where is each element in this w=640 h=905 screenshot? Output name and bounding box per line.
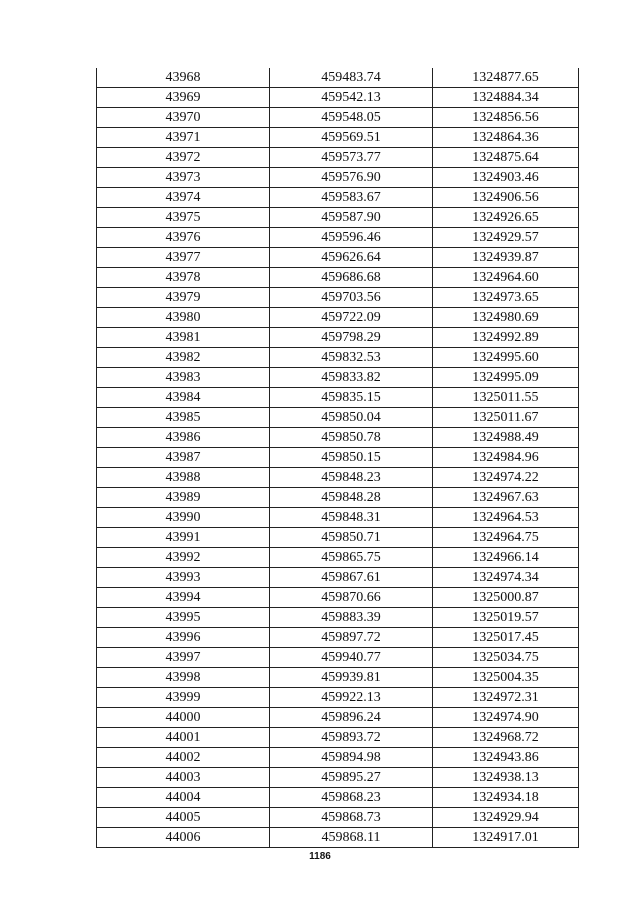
point-id-cell: 43985	[97, 408, 270, 428]
x-coordinate-cell: 459569.51	[270, 128, 433, 148]
point-id-cell: 43991	[97, 528, 270, 548]
y-coordinate-cell: 1324964.60	[433, 268, 579, 288]
point-id-cell: 44001	[97, 728, 270, 748]
point-id-cell: 43995	[97, 608, 270, 628]
y-coordinate-cell: 1324875.64	[433, 148, 579, 168]
x-coordinate-cell: 459703.56	[270, 288, 433, 308]
coordinate-table	[96, 68, 579, 848]
point-id-cell: 43993	[97, 568, 270, 588]
table-row	[97, 628, 579, 648]
point-id-cell: 43997	[97, 648, 270, 668]
page-number: 1186	[309, 851, 331, 862]
x-coordinate-cell: 459868.11	[270, 828, 433, 848]
point-id-cell: 43989	[97, 488, 270, 508]
point-id-cell: 43976	[97, 228, 270, 248]
x-coordinate-cell: 459686.68	[270, 268, 433, 288]
table-row	[97, 668, 579, 688]
point-id-cell: 43999	[97, 688, 270, 708]
table-row	[97, 68, 579, 88]
y-coordinate-cell: 1325011.55	[433, 388, 579, 408]
point-id-cell: 43978	[97, 268, 270, 288]
x-coordinate-cell: 459883.39	[270, 608, 433, 628]
table-row	[97, 608, 579, 628]
y-coordinate-cell: 1324864.36	[433, 128, 579, 148]
y-coordinate-cell: 1324973.65	[433, 288, 579, 308]
table-row	[97, 188, 579, 208]
point-id-cell: 44002	[97, 748, 270, 768]
table-row	[97, 488, 579, 508]
x-coordinate-cell: 459896.24	[270, 708, 433, 728]
y-coordinate-cell: 1324903.46	[433, 168, 579, 188]
table-row	[97, 768, 579, 788]
x-coordinate-cell: 459848.31	[270, 508, 433, 528]
y-coordinate-cell: 1324984.96	[433, 448, 579, 468]
y-coordinate-cell: 1324884.34	[433, 88, 579, 108]
point-id-cell: 43975	[97, 208, 270, 228]
point-id-cell: 43994	[97, 588, 270, 608]
x-coordinate-cell: 459922.13	[270, 688, 433, 708]
x-coordinate-cell: 459542.13	[270, 88, 433, 108]
point-id-cell: 43988	[97, 468, 270, 488]
y-coordinate-cell: 1324980.69	[433, 308, 579, 328]
table-row	[97, 548, 579, 568]
table-row	[97, 88, 579, 108]
table-row	[97, 408, 579, 428]
point-id-cell: 43971	[97, 128, 270, 148]
y-coordinate-cell: 1325000.87	[433, 588, 579, 608]
y-coordinate-cell: 1324974.34	[433, 568, 579, 588]
table-row	[97, 748, 579, 768]
y-coordinate-cell: 1325034.75	[433, 648, 579, 668]
x-coordinate-cell: 459576.90	[270, 168, 433, 188]
x-coordinate-cell: 459573.77	[270, 148, 433, 168]
point-id-cell: 43992	[97, 548, 270, 568]
x-coordinate-cell: 459626.64	[270, 248, 433, 268]
point-id-cell: 43973	[97, 168, 270, 188]
y-coordinate-cell: 1324967.63	[433, 488, 579, 508]
x-coordinate-cell: 459895.27	[270, 768, 433, 788]
point-id-cell: 43969	[97, 88, 270, 108]
x-coordinate-cell: 459868.73	[270, 808, 433, 828]
y-coordinate-cell: 1324972.31	[433, 688, 579, 708]
point-id-cell: 43986	[97, 428, 270, 448]
y-coordinate-cell: 1325017.45	[433, 628, 579, 648]
y-coordinate-cell: 1324968.72	[433, 728, 579, 748]
y-coordinate-cell: 1324934.18	[433, 788, 579, 808]
table-row	[97, 288, 579, 308]
x-coordinate-cell: 459722.09	[270, 308, 433, 328]
point-id-cell: 43984	[97, 388, 270, 408]
table-row	[97, 208, 579, 228]
y-coordinate-cell: 1324926.65	[433, 208, 579, 228]
table-row	[97, 648, 579, 668]
x-coordinate-cell: 459850.15	[270, 448, 433, 468]
x-coordinate-cell: 459848.23	[270, 468, 433, 488]
point-id-cell: 43998	[97, 668, 270, 688]
y-coordinate-cell: 1324964.53	[433, 508, 579, 528]
table-row	[97, 828, 579, 848]
table-row	[97, 588, 579, 608]
point-id-cell: 43977	[97, 248, 270, 268]
point-id-cell: 43980	[97, 308, 270, 328]
y-coordinate-cell: 1324966.14	[433, 548, 579, 568]
table-row	[97, 468, 579, 488]
x-coordinate-cell: 459833.82	[270, 368, 433, 388]
point-id-cell: 43982	[97, 348, 270, 368]
y-coordinate-cell: 1324988.49	[433, 428, 579, 448]
x-coordinate-cell: 459893.72	[270, 728, 433, 748]
table-row	[97, 348, 579, 368]
y-coordinate-cell: 1324995.09	[433, 368, 579, 388]
x-coordinate-cell: 459865.75	[270, 548, 433, 568]
table-row	[97, 788, 579, 808]
x-coordinate-cell: 459832.53	[270, 348, 433, 368]
x-coordinate-cell: 459548.05	[270, 108, 433, 128]
x-coordinate-cell: 459867.61	[270, 568, 433, 588]
table-row	[97, 248, 579, 268]
x-coordinate-cell: 459940.77	[270, 648, 433, 668]
x-coordinate-cell: 459848.28	[270, 488, 433, 508]
y-coordinate-cell: 1324938.13	[433, 768, 579, 788]
point-id-cell: 44003	[97, 768, 270, 788]
point-id-cell: 43996	[97, 628, 270, 648]
coordinate-table-body	[97, 68, 579, 848]
table-row	[97, 148, 579, 168]
point-id-cell: 43987	[97, 448, 270, 468]
point-id-cell: 43979	[97, 288, 270, 308]
y-coordinate-cell: 1324856.56	[433, 108, 579, 128]
x-coordinate-cell: 459939.81	[270, 668, 433, 688]
point-id-cell: 44005	[97, 808, 270, 828]
table-row	[97, 368, 579, 388]
y-coordinate-cell: 1324974.22	[433, 468, 579, 488]
table-row	[97, 708, 579, 728]
table-row	[97, 508, 579, 528]
y-coordinate-cell: 1324877.65	[433, 68, 579, 88]
y-coordinate-cell: 1324974.90	[433, 708, 579, 728]
y-coordinate-cell: 1324943.86	[433, 748, 579, 768]
y-coordinate-cell: 1325011.67	[433, 408, 579, 428]
table-row	[97, 168, 579, 188]
x-coordinate-cell: 459850.04	[270, 408, 433, 428]
x-coordinate-cell: 459583.67	[270, 188, 433, 208]
y-coordinate-cell: 1324939.87	[433, 248, 579, 268]
y-coordinate-cell: 1324992.89	[433, 328, 579, 348]
y-coordinate-cell: 1325004.35	[433, 668, 579, 688]
y-coordinate-cell: 1324995.60	[433, 348, 579, 368]
table-row	[97, 448, 579, 468]
y-coordinate-cell: 1324964.75	[433, 528, 579, 548]
y-coordinate-cell: 1324929.57	[433, 228, 579, 248]
x-coordinate-cell: 459850.78	[270, 428, 433, 448]
y-coordinate-cell: 1324929.94	[433, 808, 579, 828]
table-row	[97, 528, 579, 548]
table-row	[97, 728, 579, 748]
x-coordinate-cell: 459897.72	[270, 628, 433, 648]
point-id-cell: 43983	[97, 368, 270, 388]
point-id-cell: 43990	[97, 508, 270, 528]
table-row	[97, 328, 579, 348]
table-row	[97, 808, 579, 828]
x-coordinate-cell: 459894.98	[270, 748, 433, 768]
x-coordinate-cell: 459850.71	[270, 528, 433, 548]
table-row	[97, 688, 579, 708]
table-row	[97, 428, 579, 448]
point-id-cell: 43968	[97, 68, 270, 88]
table-row	[97, 388, 579, 408]
y-coordinate-cell: 1325019.57	[433, 608, 579, 628]
x-coordinate-cell: 459596.46	[270, 228, 433, 248]
point-id-cell: 44006	[97, 828, 270, 848]
table-row	[97, 228, 579, 248]
x-coordinate-cell: 459587.90	[270, 208, 433, 228]
table-row	[97, 268, 579, 288]
point-id-cell: 43970	[97, 108, 270, 128]
table-row	[97, 108, 579, 128]
table-row	[97, 308, 579, 328]
y-coordinate-cell: 1324906.56	[433, 188, 579, 208]
x-coordinate-cell: 459798.29	[270, 328, 433, 348]
y-coordinate-cell: 1324917.01	[433, 828, 579, 848]
point-id-cell: 43981	[97, 328, 270, 348]
point-id-cell: 44004	[97, 788, 270, 808]
point-id-cell: 44000	[97, 708, 270, 728]
x-coordinate-cell: 459868.23	[270, 788, 433, 808]
point-id-cell: 43972	[97, 148, 270, 168]
table-row	[97, 568, 579, 588]
point-id-cell: 43974	[97, 188, 270, 208]
x-coordinate-cell: 459483.74	[270, 68, 433, 88]
x-coordinate-cell: 459835.15	[270, 388, 433, 408]
x-coordinate-cell: 459870.66	[270, 588, 433, 608]
table-row	[97, 128, 579, 148]
